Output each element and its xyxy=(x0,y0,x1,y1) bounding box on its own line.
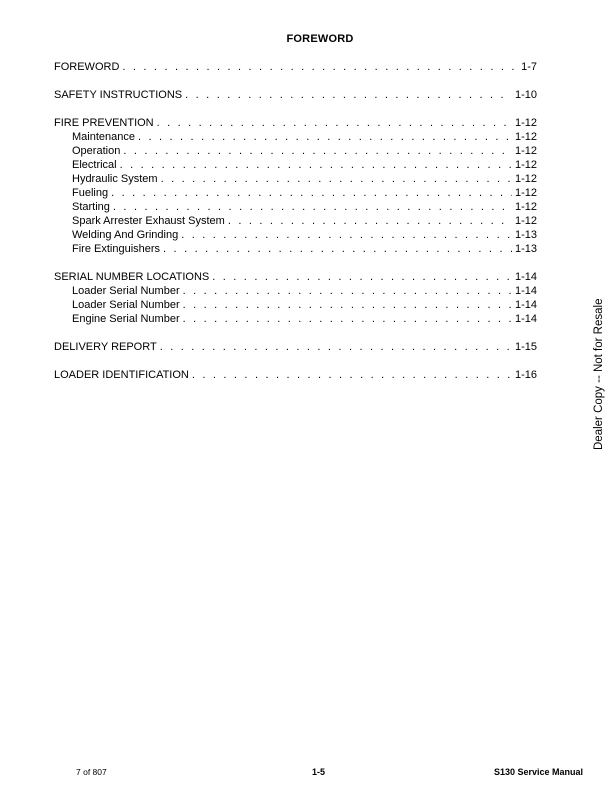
toc-entry-page: 1-12 xyxy=(514,215,537,227)
dot-leader xyxy=(181,228,512,242)
toc-entry-label: Welding And Grinding xyxy=(72,229,179,241)
toc-entry-page: 1-14 xyxy=(514,313,537,325)
toc-entry-page: 1-14 xyxy=(514,271,537,283)
toc-entry-label: Maintenance xyxy=(72,131,135,143)
toc-entry-foreword[interactable] xyxy=(54,60,537,74)
toc-entry-maintenance[interactable] xyxy=(54,130,537,144)
pdf-page-counter: 7 of 807 xyxy=(76,767,107,777)
toc-entry-page: 1-12 xyxy=(514,145,537,157)
toc-entry-spark-arrester[interactable] xyxy=(54,214,537,228)
toc-entry-page: 1-15 xyxy=(514,341,537,353)
toc-entry-safety-instructions[interactable] xyxy=(54,88,537,102)
toc-entry-page: 1-10 xyxy=(514,89,537,101)
dot-leader xyxy=(183,312,512,326)
toc-entry-label: Loader Serial Number xyxy=(72,285,180,297)
toc-entry-label: Fire Extinguishers xyxy=(72,243,161,255)
dot-leader xyxy=(228,214,512,228)
toc-entry-page: 1-12 xyxy=(514,187,537,199)
toc-entry-electrical[interactable] xyxy=(54,158,537,172)
toc-entry-delivery-report[interactable] xyxy=(54,340,537,354)
toc-entry-welding-grinding[interactable] xyxy=(54,228,537,242)
toc-entry-serial-number-locations[interactable] xyxy=(54,270,537,284)
dot-leader xyxy=(212,270,512,284)
toc-entry-label: Engine Serial Number xyxy=(72,313,180,325)
dot-leader xyxy=(192,368,512,382)
dot-leader xyxy=(123,144,512,158)
dot-leader xyxy=(183,284,512,298)
toc-entry-label: FOREWORD xyxy=(54,61,120,73)
watermark-side-note: Dealer Copy -- Not for Resale xyxy=(593,298,605,450)
dot-leader xyxy=(138,130,512,144)
toc-entry-page: 1-12 xyxy=(514,173,537,185)
toc-entry-page: 1-12 xyxy=(514,159,537,171)
toc-entry-page: 1-12 xyxy=(514,117,537,129)
toc-entry-fire-extinguishers[interactable] xyxy=(54,242,537,256)
manual-title: S130 Service Manual xyxy=(494,767,584,777)
toc-entry-loader-serial-number-2[interactable] xyxy=(54,298,537,312)
toc-entry-fueling[interactable] xyxy=(54,186,537,200)
dot-leader xyxy=(161,172,512,186)
dot-leader xyxy=(122,60,518,74)
toc-entry-engine-serial-number[interactable] xyxy=(54,312,537,326)
dot-leader xyxy=(185,88,512,102)
toc-entry-page: 1-14 xyxy=(514,299,537,311)
toc-entry-label: SAFETY INSTRUCTIONS xyxy=(54,89,183,101)
toc-entry-starting[interactable] xyxy=(54,200,537,214)
dot-leader xyxy=(113,200,512,214)
table-of-contents xyxy=(54,60,537,382)
dot-leader xyxy=(183,298,512,312)
toc-entry-page: 1-13 xyxy=(514,243,537,255)
dot-leader xyxy=(163,242,512,256)
page-title: FOREWORD xyxy=(286,33,354,45)
toc-entry-label: SERIAL NUMBER LOCATIONS xyxy=(54,271,210,283)
toc-entry-label: Hydraulic System xyxy=(72,173,158,185)
dot-leader xyxy=(111,186,512,200)
toc-entry-label: FIRE PREVENTION xyxy=(54,117,154,129)
dot-leader xyxy=(120,158,512,172)
toc-entry-label: Electrical xyxy=(72,159,117,171)
toc-entry-label: Starting xyxy=(72,201,110,213)
toc-entry-page: 1-14 xyxy=(514,285,537,297)
toc-entry-page: 1-7 xyxy=(521,61,537,73)
toc-entry-label: Spark Arrester Exhaust System xyxy=(72,215,225,227)
toc-entry-fire-prevention[interactable] xyxy=(54,116,537,130)
dot-leader xyxy=(157,116,512,130)
page-number: 1-5 xyxy=(312,767,326,777)
toc-entry-label: Fueling xyxy=(72,187,109,199)
toc-entry-label: Loader Serial Number xyxy=(72,299,180,311)
toc-entry-page: 1-12 xyxy=(514,201,537,213)
toc-entry-page: 1-12 xyxy=(514,131,537,143)
dot-leader xyxy=(160,340,512,354)
toc-entry-loader-identification[interactable] xyxy=(54,368,537,382)
toc-entry-label: DELIVERY REPORT xyxy=(54,341,157,353)
toc-entry-loader-serial-number[interactable] xyxy=(54,284,537,298)
toc-entry-operation[interactable] xyxy=(54,144,537,158)
toc-entry-hydraulic-system[interactable] xyxy=(54,172,537,186)
toc-entry-label: Operation xyxy=(72,145,121,157)
toc-entry-page: 1-13 xyxy=(514,229,537,241)
toc-entry-label: LOADER IDENTIFICATION xyxy=(54,369,189,381)
toc-entry-page: 1-16 xyxy=(514,369,537,381)
